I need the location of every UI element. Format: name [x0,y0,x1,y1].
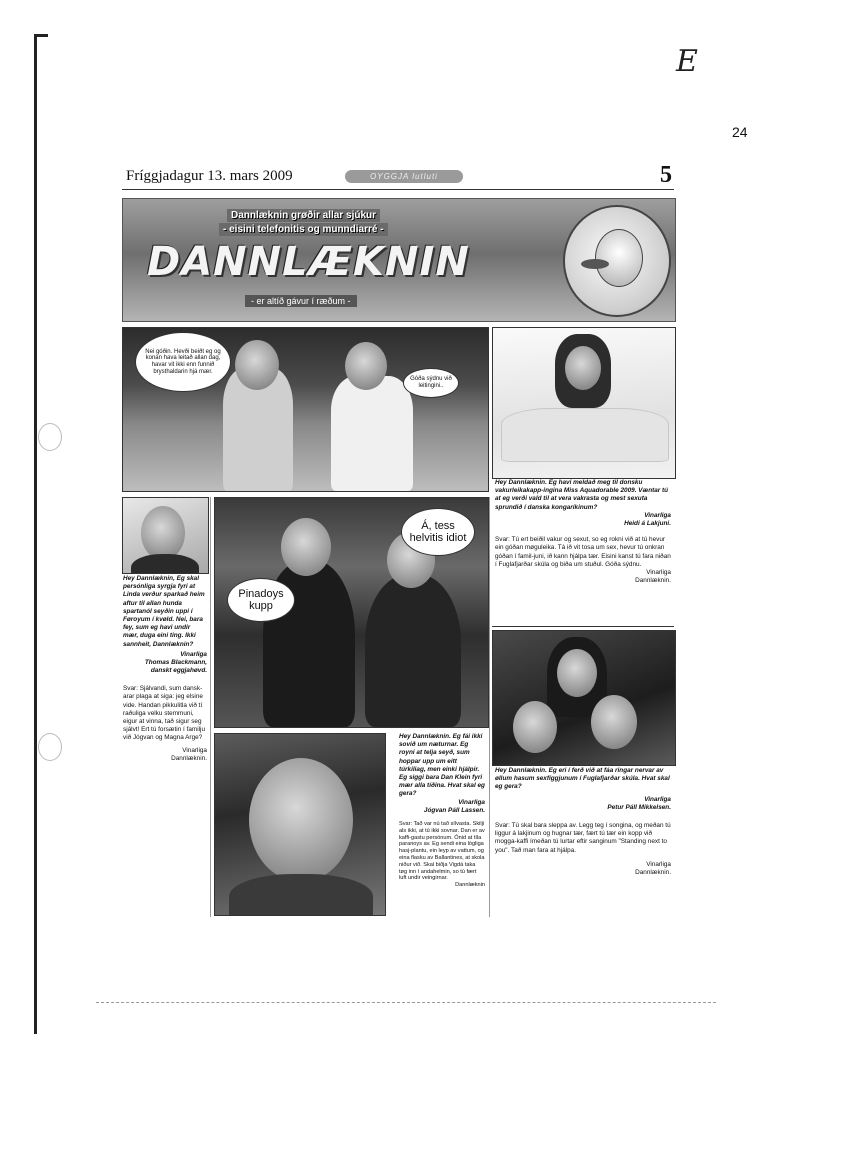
speech-bubble-group-right: Á, tess helvitis idiot [401,508,475,556]
photo-bald-man [122,497,209,574]
letter-left [123,575,207,763]
column-banner [122,198,676,322]
letter-left-answer-sign-1: Vinarliga [182,746,207,754]
letter-right-bottom-answer-sign-1: Vinarliga [646,860,671,868]
letter-left-sign-3: danskt eggjahøvd. [150,667,207,675]
letter-right-top-answer-sign-2: Dannlæknin. [635,577,671,585]
letter-center [399,733,485,889]
scan-edge-left [34,34,37,1034]
letter-right-bottom [495,767,671,877]
photo-group [214,497,489,728]
letter-left-sign-1: Vinarliga [180,650,207,658]
banner-tagline: - er altíð gávur í ræðum - [245,295,357,307]
letter-right-top-answer-sign-1: Vinarliga [646,568,671,576]
letter-center-answer: Svar: Tað var nú tað sílvasta. Skilji als ikki, at tú ikki sovnar. Dan er av kaffi-gastu persónum. Ónid at tíla paranoys av. Eg sendi eina lógliga hasj-plantu, ein leyp av vattum, og eina flasku av Ballantines, at skola niður við. Skal biðja Vigdá taka tøg inn í andahelmin, so tú fært luft undir veingirnar. [399,820,485,882]
letter-right-top-answer: Svar: Tú ert beiðil vakur og sexut, so eg rokni við at tú hevur ein góðan møguleika. Tá ið vit tosa um sex, hevur tú onkran góðan í famil-juni, ið kann hjálpa tær. Eisini kanst tú fara niðan í Fuglafjarðar skúla og biða um stuðul. Góða sýdnu. [495,536,671,568]
letter-center-sign-1: Vinarliga [458,798,485,806]
speech-bubble-left: Nei góðin. Hevði beiðt eg og konan hava leitað allan dag, havar vit ikki enn funnið brysthaldarin hjá mær. [135,332,231,392]
letter-left-question: Hey Dannlæknin, Eg skal persónliga syrgja fyri at Linda verður sparkað heim aftur til allan hunda spartanól seyðin uppi í Føroyum í kvøld. Nei, bara fey, sum eg havi undir mær, duga eini ting. Ikki sannheit, Dannlæknin? [123,575,205,648]
column-divider-left [210,497,211,917]
banner-subtitle-1: Dannlæknin grøðir allar sjúkur [227,209,380,222]
scan-crop-line [96,1002,716,1003]
letter-right-top [495,479,671,585]
letter-left-sign-2: Thomas Blackmann, [144,658,207,666]
letter-center-answer-sign: Dannlæknin [455,882,485,889]
paper-date: Fríggjadagur 13. mars 2009 [126,168,293,184]
letter-right-top-question: Hey Dannlæknin. Eg havi meldað meg til donsku vakurleikakapp-ingina Miss Aquadorable 2009. Væntar tú at eg verði vald til at vera vakrasta og mest sexuta sprundið í danska kongaríkinum? [495,479,669,511]
letter-right-bottom-sign-1: Vinarliga [644,795,671,803]
scan-page-number: 24 [732,124,748,140]
punch-hole-top [38,423,62,451]
letter-left-answer-sign-2: Dannlæknin. [171,754,207,762]
banner-subtitle-2: - eisini telefonitis og munndiarré - [219,223,388,236]
masthead-logo [345,170,463,183]
paper-page-number: 5 [660,162,672,188]
letter-center-sign-2: Jógvan Páll Lassen. [423,806,485,814]
letter-right-bottom-answer-sign-2: Dannlæknin. [635,868,671,876]
letter-center-question: Hey Dannlæknin. Eg fái ikki sovið um næturnar. Eg royni at telja seyð, sum hoppar upp um eitt túrkiliag, men einki hjálpir. Eg siggi bara Dan Klein fyri mær alla tíðina. Hvat skal eg gera? [399,733,485,798]
photo-woman [492,327,676,479]
speech-bubble-group-left: Pinadoys kupp [227,578,295,622]
caricature-illustration [563,205,671,317]
column-divider-right [489,497,490,917]
photo-three-people [492,630,676,766]
letter-right-bottom-answer: Svar: Tú skal bara sleppa av. Legg teg í songina, og meðan tú liggur á lakjinum og hugnar tær, fært tú tær ein kopp við mogga-kaffi ímeðan tú lurtar eftir sanginum "Standing next to you". Tað man fara at hjálpa. [495,821,671,854]
letter-right-top-sign-2: Heidi á Lakjuni. [624,519,671,527]
letter-right-bottom-sign-2: Petur Páll Mikkelsen. [607,803,671,811]
right-column-rule [492,626,674,627]
photo-two-men [122,327,489,492]
banner-title: DANNLÆKNIN [147,239,470,285]
photo-closeup-man [214,733,386,916]
handwritten-corner-letter: E [676,44,698,79]
letter-left-answer: Svar: Sjálvandi, sum dansk-arar plaga at siga: jeg elsine vide. Handan pikkulitla við tí raðuliga velku stemmuni, eigur at vinna, tað sigur seg sjálvt! Ert tú forsætin í familju við Jógvan og Magna Arge? [123,685,206,742]
letter-right-top-sign-1: Vinarliga [644,511,671,519]
speech-bubble-right: Góða sýdnu við leitingini.. [403,368,459,398]
masthead-text: OYGGJA lutluti [370,172,438,181]
punch-hole-bottom [38,733,62,761]
letter-right-bottom-question: Hey Dannlæknin. Eg eri í ferð við at fáa ringar nervar av øllum hasum sexfíggjunum í Fuglafjarðar skúla. Hvat skal eg gera? [495,767,670,791]
scan-edge-top [34,34,48,37]
header-rule [122,189,674,190]
